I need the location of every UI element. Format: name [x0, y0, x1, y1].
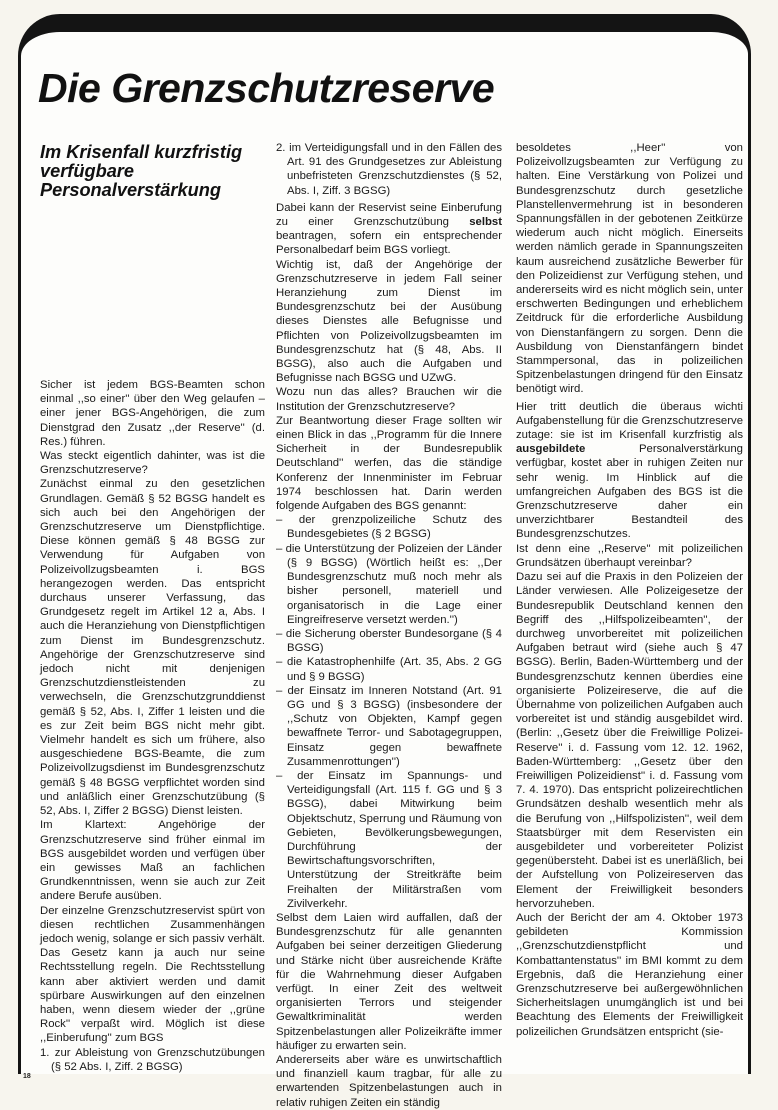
paragraph: Dazu sei auf die Praxis in den Polizeien der Länder verwiesen. Alle Polizeigesetze der Bundesrepublik Deutschland kennen den Begriff des ,,Hilfspolizeibeamten'', der durchweg unvorbereitet mit polizeilichen Aufgaben betraut wird (siehe auch § 47 BGSG). Berlin, Baden-Württemberg und der Bundesgrenzschutz kennen überdies eine organisierte Polizeireserve, die auf die Übernahme von polizeilichen Aufgaben auch vorbereitet ist und ständig ausgebildet wird. (Berlin: ,,Gesetz über die Freiwillige Polizei-Reserve'' i. d. Fassung vom 12. 12. 1962, Baden-Württemberg: ,,Gesetz über den Freiwilligen Polizeidienst'' i. d. Fassung vom 7. 4. 1970). Das entspricht polizeirechtlichen Grundsätzen deshalb wesentlich mehr als die Berufung von ,,Hilfspolizisten'', weil dem Staatsbürger mit dem Reservisten ein ausgebildeter und vorbereiteter Polizist gegenübersteht. Dabei ist es unerläßlich, bei der Aufstellung von Polizeireserven das Element der Freiwilligkeit besonders hervorzuheben. — [516, 571, 743, 910]
paragraph: besoldetes ,,Heer'' von Polizeivollzugsbeamten zur Verfügung zu halten. Eine Verstärkung von Polizei und Bundesgrenzschutz durch gesetzliche Planstellenvermehrung ist in besonderen Spannungsfällen in der gebotenen Zeitkürze wiederum auch nicht möglich. Einerseits werden nämlich gerade in Spannungszeiten kaum ausreichend zusätzliche Bewerber für den Polizeidienst zur Verfügung stehen, und andererseits wird es nicht möglich sein, unter erschwerten Bedingungen und erheblichem Zeitdruck für die erforderliche Ausbildung von Dienstanfängern zu sorgen. Denn die Ausbildung von Dienstanfängern bindet Stammpersonal, das in polizeilichen Spitzenbelastungen dringend für den Einsatz benötigt wird. — [516, 142, 743, 396]
emphasis-text: selbst — [469, 216, 502, 229]
page-number: 18 — [23, 1073, 31, 1080]
text-column-3 — [516, 141, 743, 1039]
task-list-item: – die Sicherung oberster Bundesorgane (§ 4 BGSG) — [276, 627, 502, 655]
paragraph: Zur Beantwortung dieser Frage sollten wir einen Blick in das ,,Programm für die Innere Sicherheit in der Bundesrepublik Deutschland'' werfen, das die ständige Konferenz der Innenminister im Februar 1974 beschlossen hat. Darin werden folgende Aufgaben des BGS genannt: — [276, 414, 502, 513]
task-list-item: – die Katastrophenhilfe (Art. 35, Abs. 2 GG und § 9 BGSG) — [276, 656, 502, 683]
paragraph: Hier tritt deutlich die überaus wichti Aufgabenstellung für die Grenzschutzreserve zutage: sie ist im Krisenfall kurzfristig als ausgebildete Personalverstärkung verfügbar, kostet aber in ruhigen Zeiten nur sehr wenig. Im Hinblick auf die umfangreichen Aufgaben des BGS ist die Grenzschutzreserve daher ein unverzichtbarer Bestandteil des Bundesgrenzschutzes. — [516, 400, 744, 541]
text-column-2 — [276, 141, 502, 1110]
paragraph: Ist denn eine ,,Reserve'' mit polizeilichen Grundsätzen überhaupt vereinbar? — [516, 542, 743, 569]
paragraph: Wichtig ist, daß der Angehörige der Grenzschutzreserve in jedem Fall seiner Heranziehung zum Dienst im Bundesgrenzschutz bei der Ausübung dieses Dienstes alle Befugnisse und Pflichten von Polizeivollzugsbeamten im Bundesgrenzschutz hat (§ 48, Abs. II BGSG), also auch die Aufgaben und Befugnisse nach BGSG und UZwG. — [276, 258, 502, 385]
text-column-1 — [40, 378, 265, 1074]
paragraph: Der einzelne Grenzschutzreservist spürt von diesen rechtlichen Zusammenhängen jedoch wenig, solange er sich passiv verhält. Das Gesetz kann ja auch nur seine Rechtsstellung regeln. Die Rechtsstellung kann aber aktiviert werden und damit spürbare Auswirkungen auf den einzelnen haben, wenn diesem wieder der ,,grüne Rock'' verpaßt wird. Möglich ist diese ,,Einberufung'' zum BGS — [40, 904, 265, 1045]
paragraph: Andererseits aber wäre es unwirtschaftlich und finanziell kaum tragbar, für alle zu erwartenden Spitzenbelastungen auch in relativ ruhigen Zeiten ein ständig — [276, 1054, 502, 1109]
article-title: Die Grenzschutzreserve — [38, 65, 495, 111]
numbered-list-item: 1. zur Ableistung von Grenzschutzübungen (§ 52 Abs. I, Ziff. 2 BGSG) — [40, 1046, 265, 1073]
paragraph: Sicher ist jedem BGS-Beamten schon einmal ,,so einer'' über den Weg gelaufen – einer jener BGS-Angehörigen, die zum Dienstgrad den Zusatz ,,der Reserve'' (d. Res.) führen. — [40, 379, 265, 448]
emphasis-text: ausgebildete — [516, 443, 586, 456]
task-list-item: – der grenzpolizeiliche Schutz des Bundesgebietes (§ 2 BGSG) — [276, 514, 502, 541]
paragraph: Selbst dem Laien wird auffallen, daß der Bundesgrenzschutz für alle genannten Aufgaben bei seiner derzeitigen Gliederung und Stärke nicht über ausreichende Kräfte für die Wahrnehmung dieser Aufgaben verfügt. In einer Zeit des weltweit organisierten Terrors und steigender Gewaltkriminalität werden Spitzenbelastungen aller Polizeikräfte immer häufiger zu erwarten sein. — [276, 911, 502, 1052]
numbered-list-item: 2. im Verteidigungsfall und in den Fällen des Art. 91 des Grundgesetzes zur Ableistung unbefristeten Grenzschutzdienstes (§ 52, Abs. I, Ziff. 3 BGSG) — [276, 142, 502, 197]
paragraph: Auch der Bericht der am 4. Oktober 1973 gebildeten Kommission ,,Grenzschutzdienstpflicht und Kombattantenstatus'' im BMI kommt zu dem Ergebnis, daß die Heranziehung einer Grenzschutzreserve bei außergewöhnlichen Sicherheitslagen unumgänglich ist und bei Beachtung des Elements der Freiwilligkeit polizeilichen Grundsätzen entspricht (sie- — [516, 911, 743, 1038]
task-list-item: – der Einsatz im Spannungs- und Verteidigungsfall (Art. 115 f. GG und § 3 BGSG), dabei Mitwirkung beim Objektschutz, Sperrung und Räumung von Gebieten, Bevölkerungsbewegungen, Durchführung der Bewirtschaftungsvorschriften, Unterstützung der Streitkräfte beim Freihalten der Militärstraßen vom Zivilverkehr. — [276, 769, 502, 910]
paragraph: Dabei kann der Reservist seine Einberufung zu einer Grenzschutzübung selbst beantragen, sofern ein entsprechender Personalbedarf beim BGS vorliegt. — [276, 201, 502, 257]
paragraph: Was steckt eigentlich dahinter, was ist die Grenzschutzreserve? — [40, 450, 265, 477]
paragraph: Wozu nun das alles? Brauchen wir die Institution der Grenzschutzreserve? — [276, 386, 502, 413]
task-list-item: – der Einsatz im Inneren Notstand (Art. 91 GG und § 3 BGSG) (insbesondere der ,,Schutz von Objekten, Kampf gegen bewaffnete Terror- und Sabotagegruppen, Einsatz gegen bewaffnete Zusammenrottungen'') — [276, 684, 502, 768]
paragraph: Im Klartext: Angehörige der Grenzschutzreserve sind früher einmal im BGS ausgebildet worden und verfügen über ein gewisses Maß an fachlichen Grundkenntnissen, wenn sie auch zur Zeit andere Berufe ausüben. — [40, 819, 265, 903]
paragraph: Zunächst einmal zu den gesetzlichen Grundlagen. Gemäß § 52 BGSG handelt es sich auch bei den Angehörigen der Grenzschutzreserve um Dienstpflichtige. Diese können gemäß § 48 BGSG zur Verwendung für Aufgaben von Polizeivollzugsbeamten i. BGS herangezogen werden. Das entspricht durchaus unserer Verfassung, das Grundgesetz regelt im Artikel 12 a, Abs. I auch die Heranziehung von Dienstpflichtigen zum Dienst im Bundesgrenzschutz. Angehörige der Grenzschutzreserve sind jedoch nicht mit denjenigen Grenzschutzdienstleistenden zu verwechseln, die Grenzschutzgrunddienst gemäß § 52, Abs. I, Ziffer 1 leisten und die es zur Zeit beim BGS nicht mehr gibt. Vielmehr handelt es sich um frühere, also ausgeschiedene BGS-Beamte, die zum Polizeivollzugsdienst im Bundesgrenzschutz gemäß § 48 BGSG verpflichtet worden sind und anläßlich einer Grenzschutzübung (§ 52, Abs. I, Ziffer 2 BGSG) Dienst leisten. — [40, 478, 265, 818]
article-subtitle: Im Krisenfall kurzfristig verfügbare Personalverstärkung — [40, 142, 243, 200]
task-list-item: – die Unterstützung der Polizeien der Länder (§ 9 BGSG) (Wörtlich heißt es: ,,Der Bundesgrenzschutz muß noch mehr als bisher personell, materiell und organisatorisch in die Lage einer Eingreifreserve versetzt werden.'') — [276, 542, 502, 626]
